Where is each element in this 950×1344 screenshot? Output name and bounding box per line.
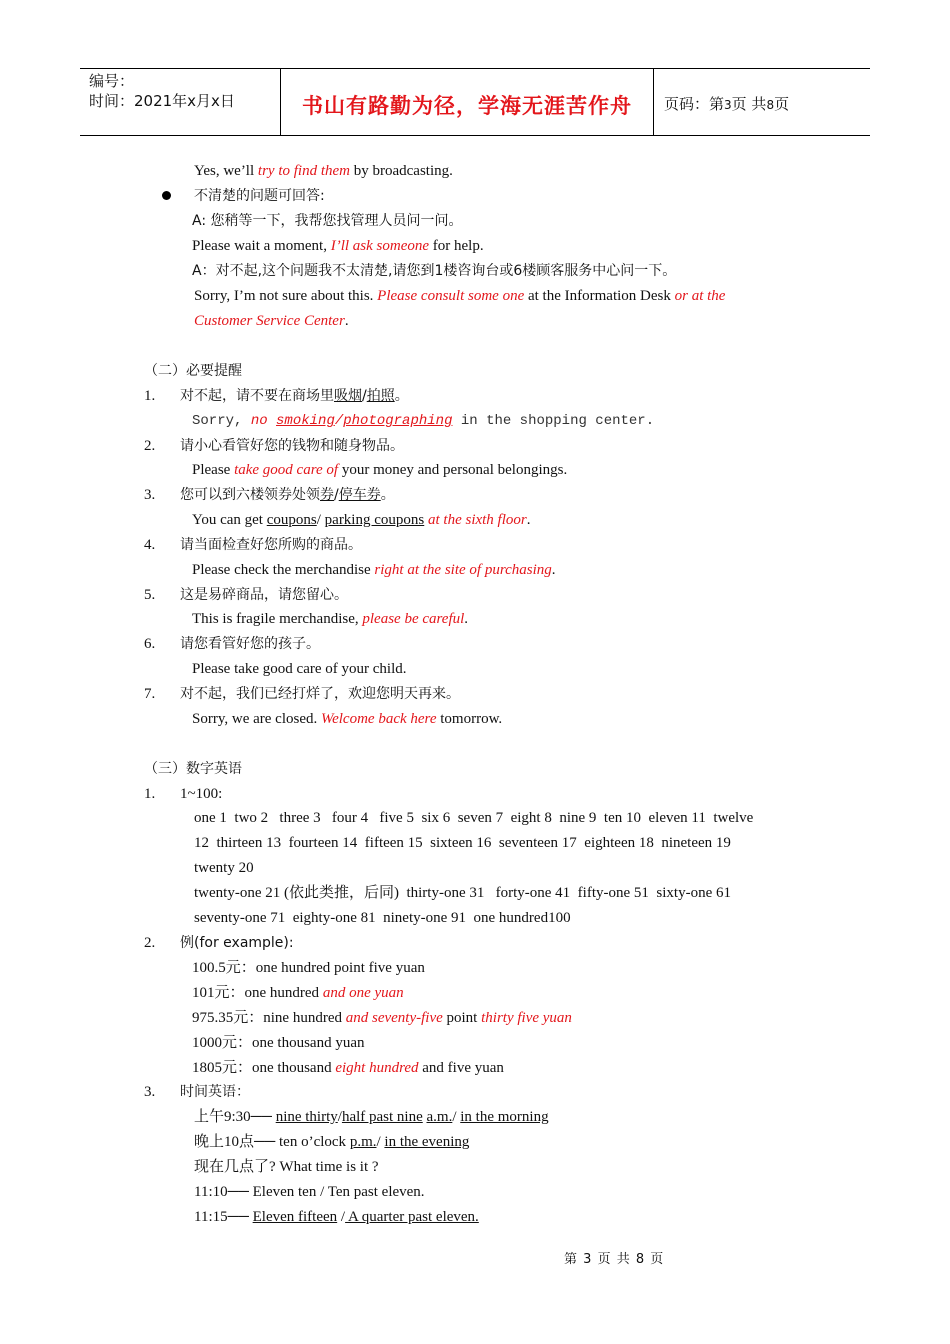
item-number: 2. <box>144 935 156 951</box>
time-line-1: 上午9:30── nine thirty/half past nine a.m./ in the morning <box>194 1109 549 1125</box>
page-total: 8 <box>766 98 775 112</box>
reminder-en-7: Sorry, we are closed. Welcome back here tomorrow. <box>192 711 503 727</box>
answer-en-1: Please wait a moment, I’ll ask someone for help. <box>192 238 484 254</box>
reminder-en-2: Please take good care of your money and personal belongings. <box>192 462 568 478</box>
reminder-zh-5: 这是易碎商品，请您留心。 <box>180 587 348 603</box>
numbers-row-3: twenty 20 <box>194 860 254 876</box>
time-title: 时间英语： <box>180 1084 250 1100</box>
page-header <box>80 68 870 136</box>
item-number: 1. <box>144 388 156 404</box>
item-number: 2. <box>144 438 156 454</box>
numbers-row-2: 12 thirteen 13 fourteen 14 fifteen 15 sixteen 16 seventeen 17 eighteen 18 nineteen 19 <box>194 835 731 851</box>
example-5: 1805元：one thousand eight hundred and five yuan <box>192 1060 504 1076</box>
example-1: 100.5元：one hundred point five yuan <box>192 960 425 976</box>
section-heading-numbers: （三）数字英语 <box>144 761 242 777</box>
time-line-3: 现在几点了? What time is it ? <box>194 1159 379 1175</box>
time-line-4: 11:10── Eleven ten / Ten past eleven. <box>194 1184 425 1200</box>
footer-page-total: 8 <box>635 1252 646 1267</box>
examples-title: 例(for example): <box>180 935 294 951</box>
serial-label: 编号： <box>89 72 135 90</box>
item-number: 3. <box>144 487 156 503</box>
page-footer: 第 3 页 共 8 页 <box>564 1252 665 1267</box>
item-number: 7. <box>144 686 156 702</box>
bullet-icon <box>162 191 171 200</box>
page-number: 3 <box>724 98 732 112</box>
item-number: 3. <box>144 1084 156 1100</box>
answer-en-2: Sorry, I’m not sure about this. Please consult some one at the Information Desk or at the <box>194 288 726 304</box>
section-heading-reminders: （二）必要提醒 <box>144 363 242 379</box>
reminder-en-5: This is fragile merchandise, please be careful. <box>192 611 469 627</box>
item-number: 4. <box>144 537 156 553</box>
time-line-2: 晚上10点── ten o’clock p.m./ in the evening <box>194 1134 470 1150</box>
numbers-row-4: twenty-one 21 (依此类推，后同) thirty-one 31 forty-one 41 fifty-one 51 sixty-one 61 <box>194 885 731 901</box>
bullet-text: 不清楚的问题可回答: <box>194 188 325 204</box>
answer-zh-2: A：对不起,这个问题我不太清楚,请您到1楼咨询台或6楼顾客服务中心问一下。 <box>192 263 677 279</box>
reminder-zh-1: 对不起，请不要在商场里吸烟/拍照。 <box>180 388 409 404</box>
item-number: 6. <box>144 636 156 652</box>
footer-page-number: 3 <box>583 1252 593 1267</box>
example-2: 101元：one hundred and one yuan <box>192 985 404 1001</box>
reminder-zh-3: 您可以到六楼领券处领券/停车券。 <box>180 487 395 503</box>
reminder-en-6: Please take good care of your child. <box>192 661 407 677</box>
numbers-row-1: one 1 two 2 three 3 four 4 five 5 six 6 seven 7 eight 8 nine 9 ten 10 eleven 11 twelve <box>194 810 754 826</box>
answer-zh-1: A: 您稍等一下，我帮您找管理人员问一问。 <box>192 213 463 229</box>
reminder-en-1: Sorry, no smoking/photographing in the shopping center. <box>192 413 655 429</box>
header-motto: 书山有路勤为径，学海无涯苦作舟 <box>302 94 632 118</box>
numbers-row-5: seventy-one 71 eighty-one 81 ninety-one 91 one hundred100 <box>194 910 571 926</box>
header-motto-cell <box>281 69 654 135</box>
time-line-5: 11:15── Eleven fifteen / A quarter past eleven. <box>194 1209 479 1225</box>
reminder-zh-2: 请小心看管好您的钱物和随身物品。 <box>180 438 404 454</box>
reminder-en-4: Please check the merchandise right at the site of purchasing. <box>192 562 556 578</box>
numbers-title: 1~100: <box>180 786 223 802</box>
reminder-zh-7: 对不起，我们已经打烊了，欢迎您明天再来。 <box>180 686 460 702</box>
answer-en-2-cont: Customer Service Center. <box>194 313 349 329</box>
header-meta <box>80 69 281 135</box>
example-4: 1000元：one thousand yuan <box>192 1035 365 1051</box>
header-page-info: 页码：第3页 共8页 <box>664 95 790 113</box>
broadcast-line: Yes, we’ll try to find them by broadcasting. <box>194 163 453 179</box>
date-label: 时间：2021年x月x日 <box>89 92 235 110</box>
reminder-en-3: You can get coupons/ parking coupons at the sixth floor. <box>192 512 531 528</box>
item-number: 5. <box>144 587 156 603</box>
example-3: 975.35元：nine hundred and seventy-five point thirty five yuan <box>192 1010 572 1026</box>
item-number: 1. <box>144 786 156 802</box>
reminder-zh-4: 请当面检查好您所购的商品。 <box>180 537 362 553</box>
reminder-zh-6: 请您看管好您的孩子。 <box>180 636 320 652</box>
